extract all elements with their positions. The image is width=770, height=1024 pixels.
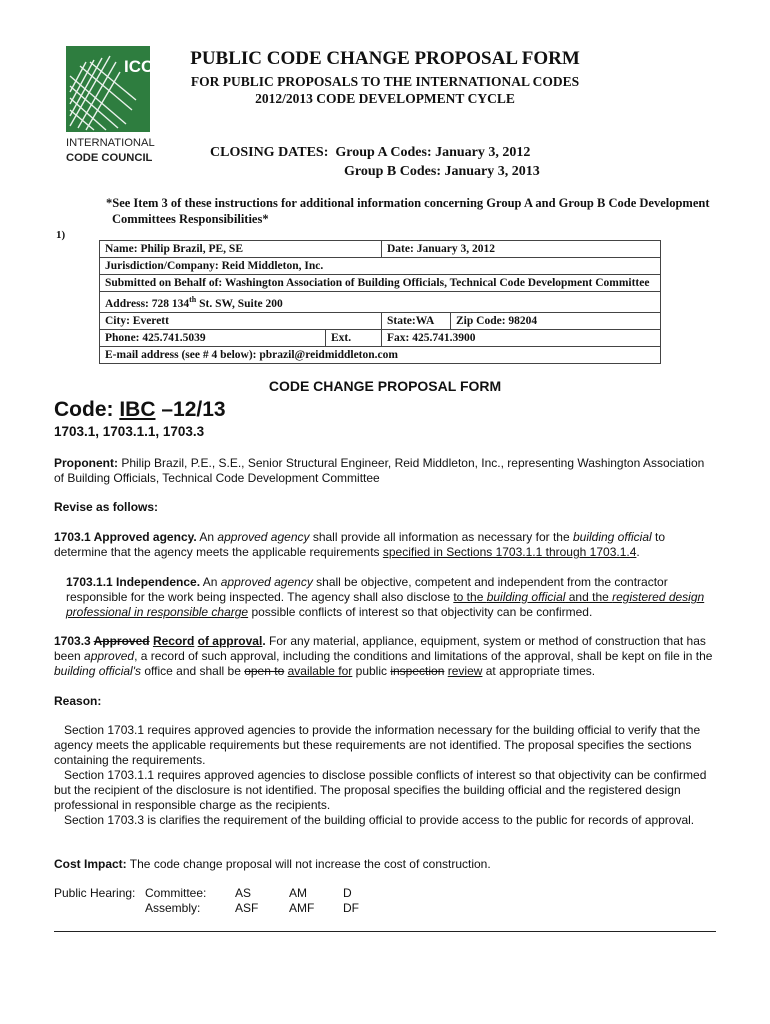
closing-label: CLOSING DATES: <box>210 145 329 160</box>
assembly-option: AMF <box>289 901 315 915</box>
proposal-form-heading: CODE CHANGE PROPOSAL FORM <box>268 378 502 394</box>
assembly-option: DF <box>343 901 359 915</box>
proponent-paragraph: Proponent: Philip Brazil, P.E., S.E., Senior Structural Engineer, Reid Middleton, Inc., representing Washington Association of Building Officials, Technical Code Development Committee <box>54 456 705 485</box>
section-1703-3: 1703.3 Approved Record of approval. For any material, appliance, equipment, system or method of construction that has been approved, a record of such approval, including the conditions and limitations of the approval, shall be kept on file in the building official's office and shall be open to available for public inspection review at appropriate times. <box>54 634 713 678</box>
subtitle-line2: 2012/2013 CODE DEVELOPMENT CYCLE <box>255 91 515 106</box>
logo-line1: INTERNATIONAL <box>66 137 155 149</box>
phone-cell: Phone: 425.741.5039 <box>105 331 206 344</box>
fax-cell: Fax: 425.741.3900 <box>381 330 660 346</box>
zip-cell: Zip Code: 98204 <box>450 313 660 329</box>
code-name: IBC <box>119 398 156 421</box>
assembly-label: Assembly: <box>145 901 201 915</box>
behalf-cell: Submitted on Behalf of: Washington Association of Building Officials, Technical Code Development Committee <box>105 277 650 289</box>
email-cell: E-mail address (see # 4 below): pbrazil@reidmiddleton.com <box>105 348 398 361</box>
bottom-divider <box>54 931 716 932</box>
committee-label: Committee: <box>145 886 207 900</box>
reason-paragraph-3: Section 1703.3 is clarifies the requirement of the building official to provide access to the public for records of approval. <box>64 813 695 827</box>
code-title: Code: IBC –12/13 <box>54 398 226 421</box>
see-item-note: *See Item 3 of these instructions for additional information concerning Group A and Group B Code Development Committees Responsibilities* <box>106 196 710 226</box>
reason-paragraph-1: Section 1703.1 requires approved agencies to provide the information necessary for the building official to verify that the agency meets the applicable requirements but these requirements are not identified. The proposal specifies the sections containing the requirements. <box>54 723 701 767</box>
subtitle-line1: FOR PUBLIC PROPOSALS TO THE INTERNATIONAL CODES <box>190 74 580 89</box>
committee-option: AS <box>235 886 252 900</box>
logo-line2: CODE COUNCIL <box>66 152 153 164</box>
form-title: PUBLIC CODE CHANGE PROPOSAL FORM <box>190 48 580 69</box>
name-cell: Name: Philip Brazil, PE, SE <box>105 243 243 255</box>
state-cell: State:WA <box>381 313 450 329</box>
reason-label: Reason: <box>54 694 102 708</box>
logo-abbr: ICC <box>124 57 154 76</box>
section-1703-1: 1703.1 Approved agency. An approved agency shall provide all information as necessary for the building official to determine that the agency meets the applicable requirements specified in Sections 1703.1.1 through 1703.1.4. <box>54 530 666 559</box>
closing-group-b: Group B Codes: January 3, 2013 <box>344 164 540 179</box>
public-hearing-label: Public Hearing: <box>54 886 136 900</box>
closing-dates <box>210 143 540 181</box>
section-1703-1-1: 1703.1.1 Independence. An approved agency shall be objective, competent and independent from the contractor responsible for the work being inspected. The agency shall also disclose to the building official and the registered design professional in responsible charge possible conflicts of interest so that objectivity can be confirmed. <box>66 575 705 619</box>
icc-logo <box>66 46 155 166</box>
address-cell: Address: 728 134th St. SW, Suite 200 <box>105 295 283 310</box>
date-cell: Date: January 3, 2012 <box>381 241 660 257</box>
public-hearing-table <box>54 886 359 916</box>
revise-label: Revise as follows: <box>54 500 159 514</box>
proponent-info-table <box>99 240 661 364</box>
jurisdiction-cell: Jurisdiction/Company: Reid Middleton, Inc. <box>105 260 324 272</box>
item-number: 1) <box>56 229 66 241</box>
ext-cell: Ext. <box>325 330 381 346</box>
reason-paragraph-2: Section 1703.1.1 requires approved agencies to disclose possible conflicts of interest so that objectivity can be confirmed but the recipient of the disclosure is not identified. The proposal specifies the building official and the registered design professional in responsible charge as the recipients. <box>54 768 707 812</box>
committee-option: D <box>343 886 352 900</box>
cost-impact: Cost Impact: The code change proposal will not increase the cost of construction. <box>54 857 491 871</box>
form-subtitle <box>150 73 620 107</box>
section-list: 1703.1, 1703.1.1, 1703.3 <box>54 424 205 439</box>
city-cell: City: Everett <box>105 314 169 327</box>
committee-option: AM <box>289 886 307 900</box>
closing-group-a: Group A Codes: January 3, 2012 <box>335 145 531 160</box>
assembly-option: ASF <box>235 901 259 915</box>
